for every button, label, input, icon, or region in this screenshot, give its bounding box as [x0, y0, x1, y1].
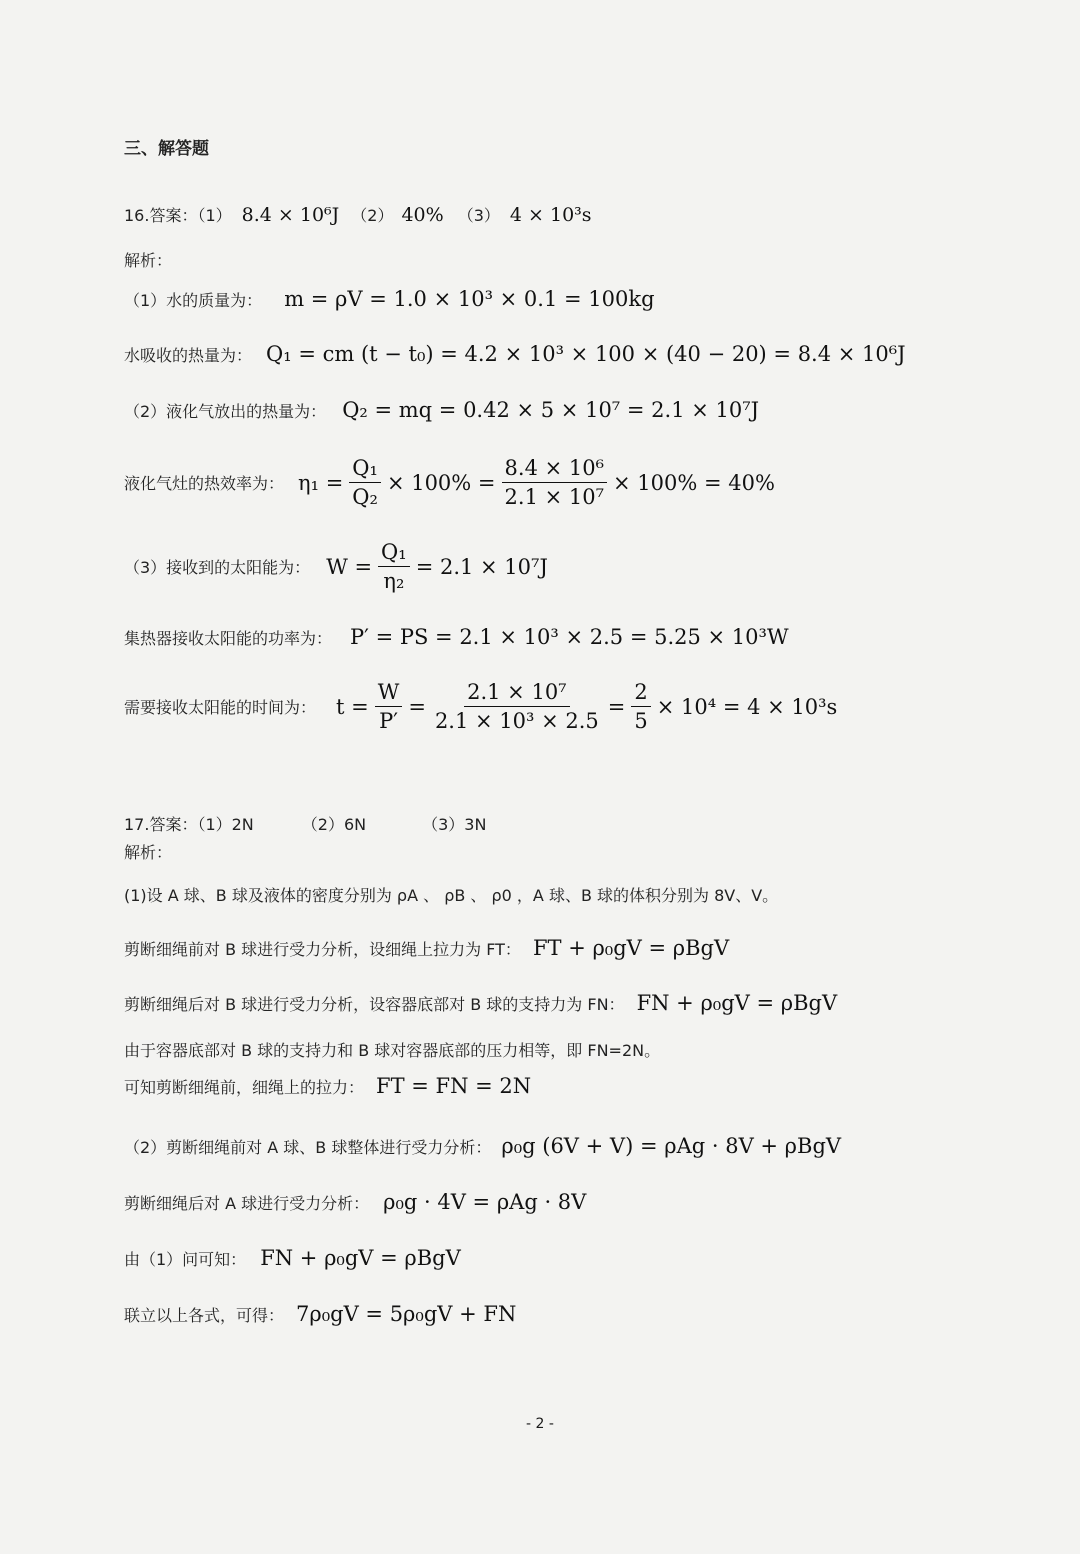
- q17-line-7: [124, 1190, 586, 1214]
- q17-analysis-label: 解析：: [124, 843, 173, 862]
- q16-line-7-lhs: t =: [336, 694, 369, 719]
- q17-line-2-math: FT + ρ₀gV = ρBgV: [532, 936, 730, 960]
- fraction-numerator: 2.1 × 10⁷: [464, 680, 569, 707]
- q17-line-7-math: ρ₀g · 4V = ρAg · 8V: [383, 1190, 587, 1214]
- section-title: 三、解答题: [124, 139, 209, 159]
- q16-line-3-math: Q₂ = mq = 0.42 × 5 × 10⁷ = 2.1 × 10⁷J: [342, 398, 760, 422]
- q17-line-9: [124, 1302, 516, 1326]
- q17-line-3-math: FN + ρ₀gV = ρBgV: [636, 991, 838, 1015]
- q17-line-6-text: （2）剪断细绳前对 A 球、B 球整体进行受力分析：: [124, 1137, 492, 1157]
- fraction-denominator: η₂: [383, 569, 405, 594]
- q16-line-7: [124, 680, 837, 733]
- q16-line-4-math: [298, 456, 775, 509]
- q17-line-6-math: ρ₀g (6V + V) = ρAg · 8V + ρBgV: [501, 1134, 842, 1158]
- fraction-denominator: 5: [634, 709, 648, 734]
- q16-part-2-label: （2）: [351, 206, 394, 225]
- q17-line-5: [124, 1074, 531, 1098]
- q16-line-5-lhs: W =: [326, 554, 373, 579]
- q16-line-5-text: （3）接收到的太阳能为：: [124, 558, 311, 578]
- q17-line-6: [124, 1134, 841, 1158]
- fraction-numerator: W: [375, 680, 403, 707]
- q17-line-5-math: FT = FN = 2N: [376, 1074, 532, 1098]
- q16-line-1: [124, 287, 655, 311]
- q16-line-7-fraction-1: [375, 680, 403, 733]
- fraction-denominator: 2.1 × 10³ × 2.5: [434, 709, 599, 734]
- q16-line-3-text: （2）液化气放出的热量为：: [124, 401, 327, 421]
- q17-line-9-math: 7ρ₀gV = 5ρ₀gV + FN: [296, 1302, 517, 1326]
- fraction-denominator: Q₂: [352, 485, 378, 510]
- q16-line-6: [124, 625, 789, 649]
- q17-line-5-text: 可知剪断细绳前，细绳上的拉力：: [124, 1077, 365, 1097]
- q16-analysis-label: 解析：: [124, 251, 173, 270]
- q16-answer-3: 4 × 10³s: [509, 203, 592, 226]
- q16-line-7-end: × 10⁴ = 4 × 10³s: [656, 694, 838, 719]
- q16-line-4-fraction-1: [349, 456, 381, 509]
- page-number: - 2 -: [526, 1416, 554, 1432]
- q17-line-2: [124, 936, 729, 960]
- q16-line-6-text: 集热器接收太阳能的功率为：: [124, 628, 333, 648]
- fraction-denominator: P′: [379, 709, 398, 734]
- q16-line-5-fraction: [378, 540, 410, 593]
- q16-line-7-eq2: =: [607, 694, 626, 719]
- q16-line-7-fraction-2: [432, 680, 602, 733]
- q16-line-4-fraction-2: [502, 456, 607, 509]
- q16-line-4-mid: × 100% =: [386, 470, 496, 495]
- q16-line-7-eq: =: [408, 694, 426, 719]
- fraction-numerator: 8.4 × 10⁶: [502, 456, 607, 483]
- q16-line-5: [124, 540, 548, 593]
- q16-part-3-label: （3）: [457, 206, 500, 225]
- q17-line-8: [124, 1246, 461, 1270]
- q16-line-7-text: 需要接收太阳能的时间为：: [124, 698, 317, 718]
- q17-line-8-text: 由（1）问可知：: [124, 1249, 247, 1269]
- q16-line-5-math: [326, 540, 548, 593]
- q16-line-7-fraction-3: [631, 680, 650, 733]
- q17-line-3: [124, 991, 837, 1015]
- q16-line-4: [124, 456, 775, 509]
- q16-line-3: [124, 398, 759, 422]
- fraction-numerator: Q₁: [378, 540, 410, 567]
- q17-line-7-text: 剪断细绳后对 A 球进行受力分析：: [124, 1193, 370, 1213]
- fraction-denominator: 2.1 × 10⁷: [504, 485, 605, 510]
- q16-line-6-math: P′ = PS = 2.1 × 10³ × 2.5 = 5.25 × 10³W: [350, 625, 789, 649]
- q16-line-5-end: = 2.1 × 10⁷J: [415, 554, 548, 579]
- q17-line-8-math: FN + ρ₀gV = ρBgV: [260, 1246, 461, 1270]
- q16-answer-line: [124, 203, 592, 226]
- q16-line-2: [124, 342, 906, 366]
- q16-answer-label: 16.答案：（1）: [124, 206, 232, 225]
- q17-answer-line: [124, 812, 486, 835]
- q16-line-2-text: 水吸收的热量为：: [124, 345, 253, 365]
- q16-line-4-text: 液化气灶的热效率为：: [124, 474, 285, 494]
- q17-answer-1: 17.答案：（1）2N: [124, 815, 254, 834]
- q17-line-2-text: 剪断细绳前对 B 球进行受力分析，设细绳上拉力为 FT：: [124, 939, 521, 959]
- q17-line-9-text: 联立以上各式，可得：: [124, 1305, 285, 1325]
- q17-line-1: (1)设 A 球、B 球及液体的密度分别为 ρA 、 ρB 、 ρ0 ，A 球、B 球的体积分别为 8V、V。: [124, 886, 779, 905]
- q16-answer-2: 40%: [401, 203, 444, 226]
- q16-answer-1: 8.4 × 10⁶J: [241, 203, 340, 226]
- q17-answer-2: （2）6N: [301, 815, 367, 834]
- q16-line-4-lhs: η₁ =: [298, 470, 344, 495]
- fraction-numerator: 2: [631, 680, 650, 707]
- q17-line-3-text: 剪断细绳后对 B 球进行受力分析，设容器底部对 B 球的支持力为 FN：: [124, 994, 625, 1014]
- q16-line-2-math: Q₁ = cm (t − t₀) = 4.2 × 10³ × 100 × (40 − 20) = 8.4 × 10⁶J: [266, 342, 906, 366]
- q17-answer-3: （3）3N: [422, 815, 487, 834]
- q16-line-1-math: m = ρV = 1.0 × 10³ × 0.1 = 100kg: [284, 287, 655, 311]
- q16-line-1-text: （1）水的质量为：: [124, 290, 263, 310]
- q17-line-4: 由于容器底部对 B 球的支持力和 B 球对容器底部的压力相等，即 FN=2N。: [124, 1041, 661, 1060]
- q16-line-4-end: × 100% = 40%: [613, 470, 775, 495]
- q16-line-7-math: [336, 680, 837, 733]
- fraction-numerator: Q₁: [349, 456, 381, 483]
